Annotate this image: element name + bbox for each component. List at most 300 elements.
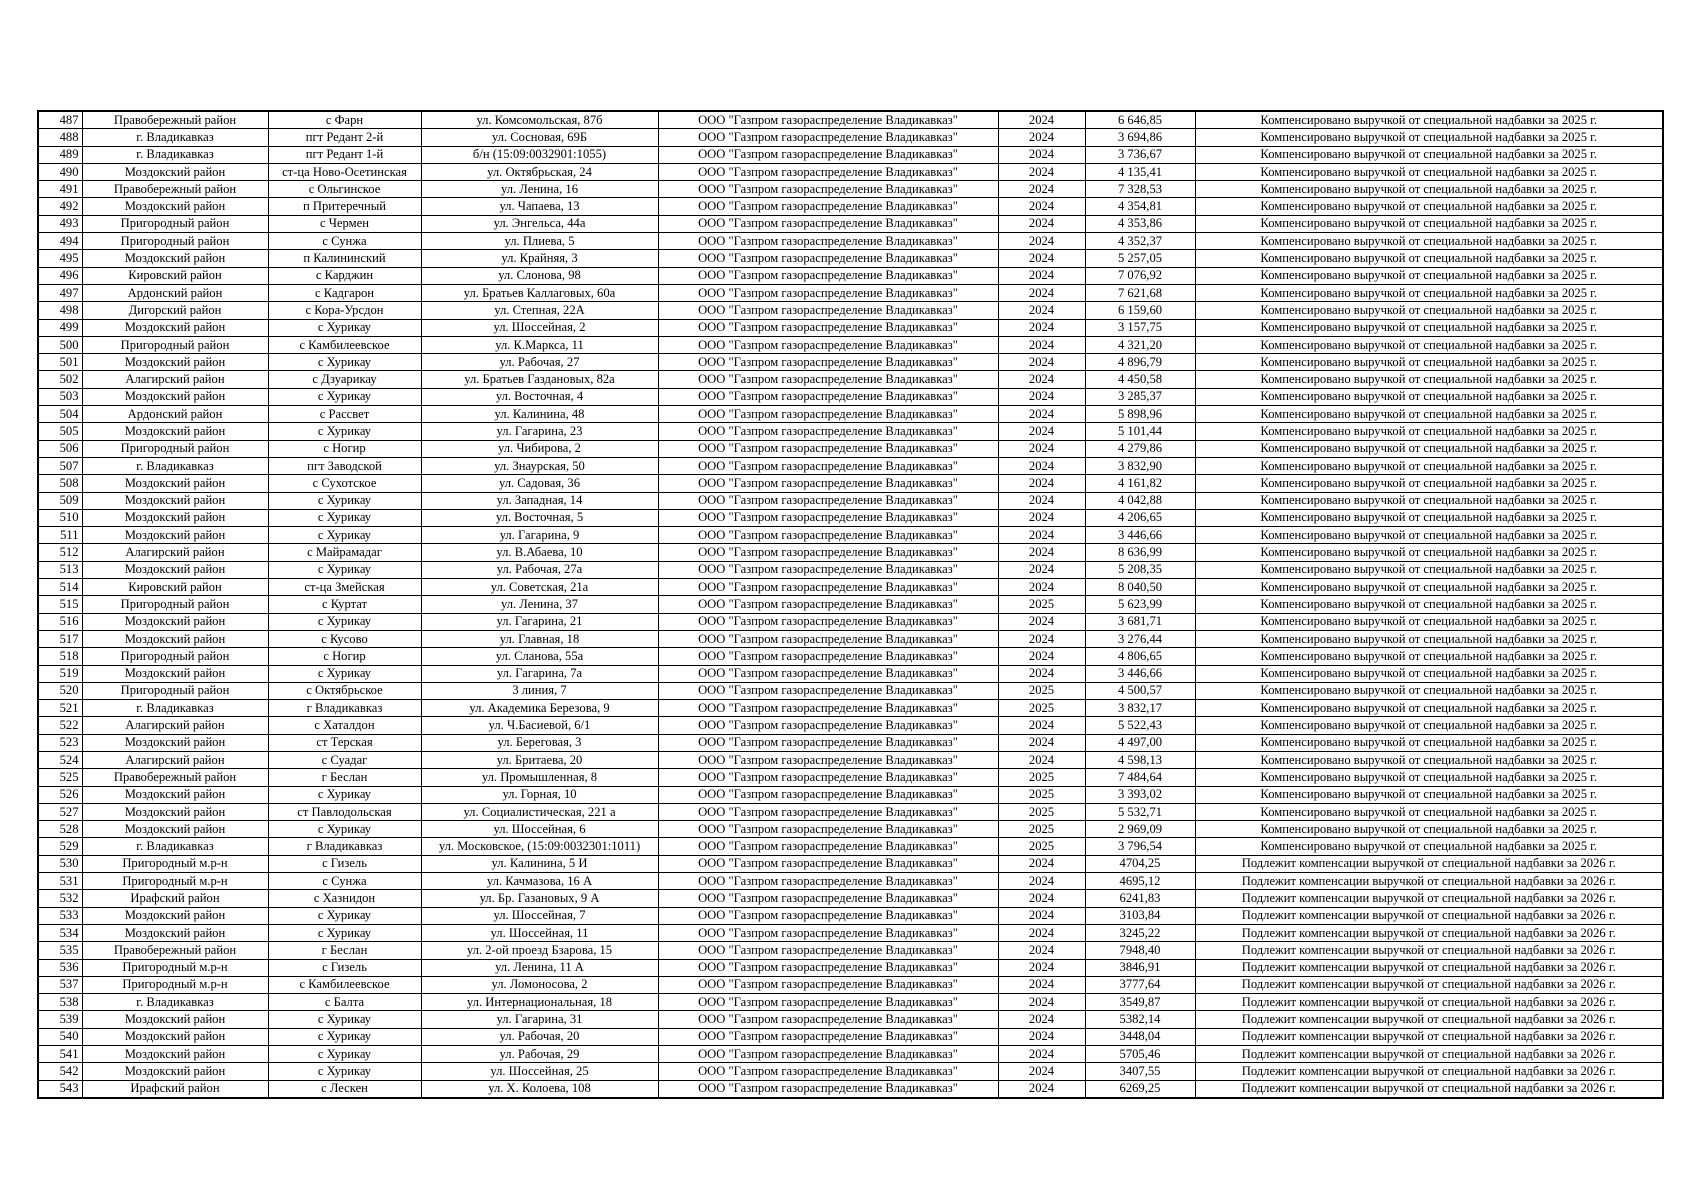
table-row	[38, 181, 1663, 198]
district-cell: Дигорский район	[82, 302, 268, 319]
settlement-cell: с Хурикау	[268, 1011, 421, 1028]
address-cell: ул. Шоссейная, 6	[421, 821, 658, 838]
amount-cell: 3 694,86	[1085, 129, 1195, 146]
row-number-cell: 535	[38, 942, 82, 959]
settlement-cell: п Притеречный	[268, 198, 421, 215]
amount-cell: 4 354,81	[1085, 198, 1195, 215]
table-row	[38, 544, 1663, 561]
district-cell: Моздокский район	[82, 250, 268, 267]
status-cell: Компенсировано выручкой от специальной надбавки за 2025 г.	[1195, 630, 1663, 647]
year-cell: 2024	[998, 890, 1085, 907]
district-cell: Моздокский район	[82, 924, 268, 941]
year-cell: 2024	[998, 423, 1085, 440]
year-cell: 2025	[998, 803, 1085, 820]
settlement-cell: с Чермен	[268, 215, 421, 232]
table-row	[38, 907, 1663, 924]
district-cell: Пригородный район	[82, 648, 268, 665]
organization-cell: ООО "Газпром газораспределение Владикавказ"	[658, 388, 998, 405]
address-cell: ул. Садовая, 36	[421, 475, 658, 492]
table-row	[38, 354, 1663, 371]
year-cell: 2024	[998, 579, 1085, 596]
address-cell: ул. Крайняя, 3	[421, 250, 658, 267]
year-cell: 2024	[998, 1011, 1085, 1028]
table-row	[38, 734, 1663, 751]
table-row	[38, 457, 1663, 474]
district-cell: Пригородный м.р-н	[82, 959, 268, 976]
status-cell: Компенсировано выручкой от специальной надбавки за 2025 г.	[1195, 388, 1663, 405]
status-cell: Подлежит компенсации выручкой от специальной надбавки за 2026 г.	[1195, 1046, 1663, 1063]
table-row	[38, 388, 1663, 405]
organization-cell: ООО "Газпром газораспределение Владикавказ"	[658, 1011, 998, 1028]
organization-cell: ООО "Газпром газораспределение Владикавказ"	[658, 129, 998, 146]
status-cell: Компенсировано выручкой от специальной надбавки за 2025 г.	[1195, 198, 1663, 215]
status-cell: Компенсировано выручкой от специальной надбавки за 2025 г.	[1195, 579, 1663, 596]
status-cell: Компенсировано выручкой от специальной надбавки за 2025 г.	[1195, 700, 1663, 717]
settlement-cell: с Ногир	[268, 648, 421, 665]
settlement-cell: с Хурикау	[268, 924, 421, 941]
status-cell: Подлежит компенсации выручкой от специальной надбавки за 2026 г.	[1195, 1080, 1663, 1098]
organization-cell: ООО "Газпром газораспределение Владикавказ"	[658, 700, 998, 717]
status-cell: Компенсировано выручкой от специальной надбавки за 2025 г.	[1195, 267, 1663, 284]
district-cell: Пригородный м.р-н	[82, 873, 268, 890]
organization-cell: ООО "Газпром газораспределение Владикавказ"	[658, 994, 998, 1011]
district-cell: Моздокский район	[82, 475, 268, 492]
status-cell: Компенсировано выручкой от специальной надбавки за 2025 г.	[1195, 803, 1663, 820]
organization-cell: ООО "Газпром газораспределение Владикавказ"	[658, 630, 998, 647]
table-row	[38, 613, 1663, 630]
status-cell: Компенсировано выручкой от специальной надбавки за 2025 г.	[1195, 371, 1663, 388]
address-cell: ул. Шоссейная, 11	[421, 924, 658, 941]
row-number-cell: 537	[38, 976, 82, 993]
year-cell: 2024	[998, 1046, 1085, 1063]
address-cell: ул. Х. Колоева, 108	[421, 1080, 658, 1098]
amount-cell: 4 042,88	[1085, 492, 1195, 509]
district-cell: Моздокский район	[82, 1028, 268, 1045]
table-row	[38, 1011, 1663, 1028]
address-cell: ул. Ч.Басиевой, 6/1	[421, 717, 658, 734]
address-cell: ул. Чапаева, 13	[421, 198, 658, 215]
status-cell: Компенсировано выручкой от специальной надбавки за 2025 г.	[1195, 457, 1663, 474]
table-row	[38, 198, 1663, 215]
organization-cell: ООО "Газпром газораспределение Владикавказ"	[658, 959, 998, 976]
settlement-cell: с Майрамадаг	[268, 544, 421, 561]
table-row	[38, 890, 1663, 907]
amount-cell: 3 157,75	[1085, 319, 1195, 336]
table-row	[38, 1080, 1663, 1098]
organization-cell: ООО "Газпром газораспределение Владикавказ"	[658, 181, 998, 198]
row-number-cell: 526	[38, 786, 82, 803]
organization-cell: ООО "Газпром газораспределение Владикавказ"	[658, 302, 998, 319]
row-number-cell: 488	[38, 129, 82, 146]
organization-cell: ООО "Газпром газораспределение Владикавказ"	[658, 786, 998, 803]
amount-cell: 3846,91	[1085, 959, 1195, 976]
settlement-cell: с Камбилеевское	[268, 976, 421, 993]
address-cell: ул. Гагарина, 7а	[421, 665, 658, 682]
amount-cell: 5 101,44	[1085, 423, 1195, 440]
year-cell: 2025	[998, 838, 1085, 855]
row-number-cell: 524	[38, 751, 82, 768]
district-cell: Пригородный район	[82, 336, 268, 353]
table-row	[38, 959, 1663, 976]
amount-cell: 4 279,86	[1085, 440, 1195, 457]
district-cell: Правобережный район	[82, 111, 268, 129]
amount-cell: 4 497,00	[1085, 734, 1195, 751]
settlement-cell: с Хурикау	[268, 786, 421, 803]
table-row	[38, 111, 1663, 129]
row-number-cell: 510	[38, 509, 82, 526]
amount-cell: 4 161,82	[1085, 475, 1195, 492]
table-row	[38, 336, 1663, 353]
district-cell: Моздокский район	[82, 1063, 268, 1080]
year-cell: 2024	[998, 388, 1085, 405]
address-cell: ул. Восточная, 5	[421, 509, 658, 526]
settlement-cell: с Сухотское	[268, 475, 421, 492]
table-row	[38, 700, 1663, 717]
district-cell: Моздокский район	[82, 319, 268, 336]
data-table	[37, 110, 1664, 1099]
settlement-cell: с Хурикау	[268, 561, 421, 578]
year-cell: 2024	[998, 250, 1085, 267]
address-cell: ул. Ленина, 37	[421, 596, 658, 613]
amount-cell: 4 353,86	[1085, 215, 1195, 232]
amount-cell: 3 736,67	[1085, 146, 1195, 163]
year-cell: 2024	[998, 440, 1085, 457]
table-row	[38, 250, 1663, 267]
district-cell: Кировский район	[82, 579, 268, 596]
status-cell: Компенсировано выручкой от специальной надбавки за 2025 г.	[1195, 440, 1663, 457]
table-row	[38, 579, 1663, 596]
table-row	[38, 648, 1663, 665]
district-cell: Моздокский район	[82, 803, 268, 820]
settlement-cell: с Сунжа	[268, 233, 421, 250]
status-cell: Компенсировано выручкой от специальной надбавки за 2025 г.	[1195, 561, 1663, 578]
table-row	[38, 492, 1663, 509]
year-cell: 2024	[998, 717, 1085, 734]
amount-cell: 5 208,35	[1085, 561, 1195, 578]
year-cell: 2024	[998, 855, 1085, 872]
status-cell: Компенсировано выручкой от специальной надбавки за 2025 г.	[1195, 146, 1663, 163]
settlement-cell: с Хурикау	[268, 1046, 421, 1063]
district-cell: Моздокский район	[82, 630, 268, 647]
address-cell: ул. Шоссейная, 7	[421, 907, 658, 924]
settlement-cell: ст-ца Змейская	[268, 579, 421, 596]
table-row	[38, 406, 1663, 423]
district-cell: Ирафский район	[82, 1080, 268, 1098]
organization-cell: ООО "Газпром газораспределение Владикавказ"	[658, 267, 998, 284]
amount-cell: 4 500,57	[1085, 682, 1195, 699]
amount-cell: 5382,14	[1085, 1011, 1195, 1028]
settlement-cell: с Хурикау	[268, 1063, 421, 1080]
row-number-cell: 521	[38, 700, 82, 717]
district-cell: Моздокский район	[82, 509, 268, 526]
amount-cell: 5705,46	[1085, 1046, 1195, 1063]
organization-cell: ООО "Газпром газораспределение Владикавказ"	[658, 371, 998, 388]
table-row	[38, 717, 1663, 734]
table-row	[38, 769, 1663, 786]
organization-cell: ООО "Газпром газораспределение Владикавказ"	[658, 717, 998, 734]
amount-cell: 4 896,79	[1085, 354, 1195, 371]
year-cell: 2024	[998, 336, 1085, 353]
table-row	[38, 1063, 1663, 1080]
table-row	[38, 682, 1663, 699]
settlement-cell: с Хурикау	[268, 907, 421, 924]
row-number-cell: 540	[38, 1028, 82, 1045]
row-number-cell: 501	[38, 354, 82, 371]
year-cell: 2024	[998, 907, 1085, 924]
district-cell: Правобережный район	[82, 769, 268, 786]
year-cell: 2024	[998, 751, 1085, 768]
status-cell: Компенсировано выручкой от специальной надбавки за 2025 г.	[1195, 250, 1663, 267]
organization-cell: ООО "Газпром газораспределение Владикавказ"	[658, 509, 998, 526]
amount-cell: 6 646,85	[1085, 111, 1195, 129]
organization-cell: ООО "Газпром газораспределение Владикавказ"	[658, 475, 998, 492]
address-cell: ул. Комсомольская, 87б	[421, 111, 658, 129]
district-cell: Моздокский район	[82, 388, 268, 405]
organization-cell: ООО "Газпром газораспределение Владикавказ"	[658, 855, 998, 872]
district-cell: Правобережный район	[82, 181, 268, 198]
year-cell: 2024	[998, 111, 1085, 129]
district-cell: Моздокский район	[82, 561, 268, 578]
table-row	[38, 873, 1663, 890]
organization-cell: ООО "Газпром газораспределение Владикавказ"	[658, 751, 998, 768]
row-number-cell: 503	[38, 388, 82, 405]
row-number-cell: 515	[38, 596, 82, 613]
status-cell: Подлежит компенсации выручкой от специальной надбавки за 2026 г.	[1195, 924, 1663, 941]
organization-cell: ООО "Газпром газораспределение Владикавказ"	[658, 440, 998, 457]
organization-cell: ООО "Газпром газораспределение Владикавказ"	[658, 579, 998, 596]
table-row	[38, 821, 1663, 838]
year-cell: 2024	[998, 924, 1085, 941]
row-number-cell: 504	[38, 406, 82, 423]
amount-cell: 7 076,92	[1085, 267, 1195, 284]
settlement-cell: с Кусово	[268, 630, 421, 647]
amount-cell: 6269,25	[1085, 1080, 1195, 1098]
table-row	[38, 751, 1663, 768]
year-cell: 2024	[998, 561, 1085, 578]
amount-cell: 6241,83	[1085, 890, 1195, 907]
district-cell: Алагирский район	[82, 544, 268, 561]
year-cell: 2024	[998, 613, 1085, 630]
status-cell: Компенсировано выручкой от специальной надбавки за 2025 г.	[1195, 181, 1663, 198]
status-cell: Компенсировано выручкой от специальной надбавки за 2025 г.	[1195, 786, 1663, 803]
amount-cell: 3 832,90	[1085, 457, 1195, 474]
address-cell: ул. Гагарина, 31	[421, 1011, 658, 1028]
year-cell: 2024	[998, 129, 1085, 146]
status-cell: Компенсировано выручкой от специальной надбавки за 2025 г.	[1195, 354, 1663, 371]
row-number-cell: 538	[38, 994, 82, 1011]
row-number-cell: 518	[38, 648, 82, 665]
table-row	[38, 665, 1663, 682]
address-cell: ул. Ленина, 16	[421, 181, 658, 198]
status-cell: Компенсировано выручкой от специальной надбавки за 2025 г.	[1195, 475, 1663, 492]
status-cell: Компенсировано выручкой от специальной надбавки за 2025 г.	[1195, 319, 1663, 336]
address-cell: ул. Восточная, 4	[421, 388, 658, 405]
row-number-cell: 516	[38, 613, 82, 630]
settlement-cell: с Ногир	[268, 440, 421, 457]
organization-cell: ООО "Газпром газораспределение Владикавказ"	[658, 457, 998, 474]
row-number-cell: 520	[38, 682, 82, 699]
address-cell: ул. Шоссейная, 2	[421, 319, 658, 336]
organization-cell: ООО "Газпром газораспределение Владикавказ"	[658, 734, 998, 751]
year-cell: 2024	[998, 215, 1085, 232]
organization-cell: ООО "Газпром газораспределение Владикавказ"	[658, 1080, 998, 1098]
table-row	[38, 163, 1663, 180]
settlement-cell: с Куртат	[268, 596, 421, 613]
organization-cell: ООО "Газпром газораспределение Владикавказ"	[658, 406, 998, 423]
year-cell: 2024	[998, 976, 1085, 993]
year-cell: 2024	[998, 198, 1085, 215]
address-cell: ул. Социалистическая, 221 а	[421, 803, 658, 820]
status-cell: Компенсировано выручкой от специальной надбавки за 2025 г.	[1195, 648, 1663, 665]
settlement-cell: с Кадгарон	[268, 284, 421, 301]
district-cell: Алагирский район	[82, 751, 268, 768]
address-cell: 3 линия, 7	[421, 682, 658, 699]
amount-cell: 4 206,65	[1085, 509, 1195, 526]
table-row	[38, 146, 1663, 163]
address-cell: ул. Интернациональная, 18	[421, 994, 658, 1011]
amount-cell: 8 636,99	[1085, 544, 1195, 561]
year-cell: 2024	[998, 163, 1085, 180]
organization-cell: ООО "Газпром газораспределение Владикавказ"	[658, 1046, 998, 1063]
organization-cell: ООО "Газпром газораспределение Владикавказ"	[658, 527, 998, 544]
row-number-cell: 533	[38, 907, 82, 924]
organization-cell: ООО "Газпром газораспределение Владикавказ"	[658, 319, 998, 336]
district-cell: г. Владикавказ	[82, 129, 268, 146]
table-row	[38, 838, 1663, 855]
address-cell: ул. Сланова, 55а	[421, 648, 658, 665]
row-number-cell: 542	[38, 1063, 82, 1080]
amount-cell: 3 393,02	[1085, 786, 1195, 803]
table-row	[38, 561, 1663, 578]
amount-cell: 3103,84	[1085, 907, 1195, 924]
district-cell: Моздокский район	[82, 613, 268, 630]
district-cell: Моздокский район	[82, 821, 268, 838]
address-cell: ул. Октябрьская, 24	[421, 163, 658, 180]
year-cell: 2024	[998, 1080, 1085, 1098]
status-cell: Компенсировано выручкой от специальной надбавки за 2025 г.	[1195, 406, 1663, 423]
organization-cell: ООО "Газпром газораспределение Владикавказ"	[658, 873, 998, 890]
table-row	[38, 942, 1663, 959]
district-cell: Пригородный район	[82, 440, 268, 457]
settlement-cell: с Суадаг	[268, 751, 421, 768]
district-cell: Алагирский район	[82, 371, 268, 388]
status-cell: Компенсировано выручкой от специальной надбавки за 2025 г.	[1195, 596, 1663, 613]
settlement-cell: с Карджин	[268, 267, 421, 284]
year-cell: 2024	[998, 475, 1085, 492]
settlement-cell: с Ольгинское	[268, 181, 421, 198]
address-cell: ул. 2-ой проезд Бзарова, 15	[421, 942, 658, 959]
row-number-cell: 536	[38, 959, 82, 976]
settlement-cell: с Хаталдон	[268, 717, 421, 734]
settlement-cell: с Хурикау	[268, 509, 421, 526]
amount-cell: 3777,64	[1085, 976, 1195, 993]
table-row	[38, 803, 1663, 820]
status-cell: Компенсировано выручкой от специальной надбавки за 2025 г.	[1195, 302, 1663, 319]
amount-cell: 7948,40	[1085, 942, 1195, 959]
address-cell: ул. Энгельса, 44а	[421, 215, 658, 232]
amount-cell: 4704,25	[1085, 855, 1195, 872]
row-number-cell: 530	[38, 855, 82, 872]
organization-cell: ООО "Газпром газораспределение Владикавказ"	[658, 215, 998, 232]
year-cell: 2024	[998, 354, 1085, 371]
address-cell: ул. Бр. Газановых, 9 А	[421, 890, 658, 907]
address-cell: ул. Рабочая, 29	[421, 1046, 658, 1063]
district-cell: г. Владикавказ	[82, 457, 268, 474]
organization-cell: ООО "Газпром газораспределение Владикавказ"	[658, 682, 998, 699]
amount-cell: 4695,12	[1085, 873, 1195, 890]
settlement-cell: с Хурикау	[268, 527, 421, 544]
organization-cell: ООО "Газпром газораспределение Владикавказ"	[658, 198, 998, 215]
organization-cell: ООО "Газпром газораспределение Владикавказ"	[658, 561, 998, 578]
address-cell: ул. Рабочая, 20	[421, 1028, 658, 1045]
settlement-cell: с Хурикау	[268, 1028, 421, 1045]
table-row	[38, 509, 1663, 526]
row-number-cell: 502	[38, 371, 82, 388]
row-number-cell: 500	[38, 336, 82, 353]
amount-cell: 6 159,60	[1085, 302, 1195, 319]
organization-cell: ООО "Газпром газораспределение Владикавказ"	[658, 1063, 998, 1080]
organization-cell: ООО "Газпром газораспределение Владикавказ"	[658, 942, 998, 959]
row-number-cell: 490	[38, 163, 82, 180]
address-cell: ул. Рабочая, 27	[421, 354, 658, 371]
amount-cell: 4 135,41	[1085, 163, 1195, 180]
row-number-cell: 519	[38, 665, 82, 682]
organization-cell: ООО "Газпром газораспределение Владикавказ"	[658, 838, 998, 855]
status-cell: Подлежит компенсации выручкой от специальной надбавки за 2026 г.	[1195, 1063, 1663, 1080]
table-row	[38, 786, 1663, 803]
district-cell: Правобережный район	[82, 942, 268, 959]
organization-cell: ООО "Газпром газораспределение Владикавказ"	[658, 890, 998, 907]
status-cell: Компенсировано выручкой от специальной надбавки за 2025 г.	[1195, 129, 1663, 146]
status-cell: Компенсировано выручкой от специальной надбавки за 2025 г.	[1195, 544, 1663, 561]
address-cell: ул. Знаурская, 50	[421, 457, 658, 474]
address-cell: ул. Гагарина, 9	[421, 527, 658, 544]
settlement-cell: г Владикавказ	[268, 700, 421, 717]
year-cell: 2024	[998, 492, 1085, 509]
year-cell: 2024	[998, 302, 1085, 319]
address-cell: ул. Гагарина, 23	[421, 423, 658, 440]
address-cell: ул. Ленина, 11 А	[421, 959, 658, 976]
row-number-cell: 527	[38, 803, 82, 820]
settlement-cell: г Беслан	[268, 942, 421, 959]
row-number-cell: 532	[38, 890, 82, 907]
settlement-cell: п Калининский	[268, 250, 421, 267]
row-number-cell: 513	[38, 561, 82, 578]
amount-cell: 7 484,64	[1085, 769, 1195, 786]
organization-cell: ООО "Газпром газораспределение Владикавказ"	[658, 821, 998, 838]
district-cell: Кировский район	[82, 267, 268, 284]
settlement-cell: с Хурикау	[268, 354, 421, 371]
settlement-cell: с Хурикау	[268, 492, 421, 509]
amount-cell: 4 806,65	[1085, 648, 1195, 665]
settlement-cell: с Балта	[268, 994, 421, 1011]
settlement-cell: с Хурикау	[268, 423, 421, 440]
year-cell: 2024	[998, 509, 1085, 526]
address-cell: ул. В.Абаева, 10	[421, 544, 658, 561]
address-cell: ул. Шоссейная, 25	[421, 1063, 658, 1080]
settlement-cell: с Лескен	[268, 1080, 421, 1098]
amount-cell: 2 969,09	[1085, 821, 1195, 838]
year-cell: 2024	[998, 284, 1085, 301]
row-number-cell: 495	[38, 250, 82, 267]
address-cell: ул. Московское, (15:09:0032301:1011)	[421, 838, 658, 855]
table-row	[38, 319, 1663, 336]
table-row	[38, 129, 1663, 146]
status-cell: Компенсировано выручкой от специальной надбавки за 2025 г.	[1195, 215, 1663, 232]
address-cell: ул. Рабочая, 27а	[421, 561, 658, 578]
table-row	[38, 371, 1663, 388]
organization-cell: ООО "Газпром газораспределение Владикавказ"	[658, 146, 998, 163]
